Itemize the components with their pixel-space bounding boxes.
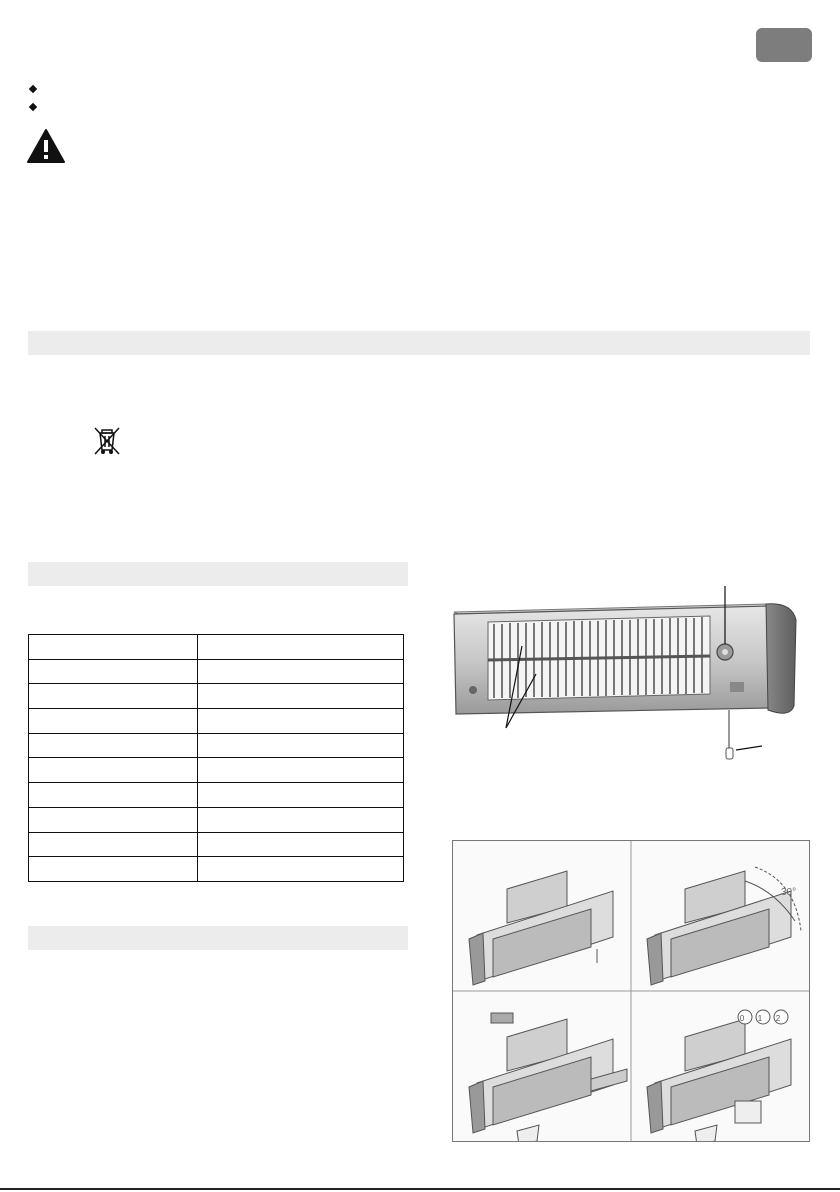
table-cell xyxy=(198,684,404,709)
table-row xyxy=(29,807,404,832)
installation-diagram xyxy=(452,840,810,1142)
table-cell xyxy=(198,635,404,660)
language-tab xyxy=(756,28,812,62)
table-row xyxy=(29,659,404,684)
table-cell xyxy=(29,733,198,758)
table-cell xyxy=(198,857,404,882)
table-cell xyxy=(29,635,198,660)
table-row xyxy=(29,857,404,882)
table-row xyxy=(29,832,404,857)
crossed-bin-icon xyxy=(92,424,122,456)
table-cell xyxy=(29,758,198,783)
table-cell xyxy=(198,758,404,783)
table-row xyxy=(29,783,404,808)
table-cell xyxy=(29,684,198,709)
table-row xyxy=(29,684,404,709)
warning-triangle-icon xyxy=(26,128,66,164)
table-cell xyxy=(198,659,404,684)
table-cell xyxy=(198,783,404,808)
table-cell xyxy=(29,659,198,684)
heater-illustration xyxy=(440,586,800,782)
section-header-band xyxy=(28,926,408,950)
table-cell xyxy=(29,807,198,832)
bullet-marker xyxy=(29,85,37,93)
table-cell xyxy=(29,857,198,882)
table-cell xyxy=(29,709,198,734)
bullet-marker xyxy=(29,103,37,111)
page-bottom-rule xyxy=(0,1188,840,1190)
heater-angle-label: 30° xyxy=(781,887,797,898)
table-row xyxy=(29,758,404,783)
table-row xyxy=(29,733,404,758)
table-cell xyxy=(29,783,198,808)
table-cell xyxy=(198,807,404,832)
installation-diagram-drawing xyxy=(453,841,809,1141)
knob-position-label: 1 xyxy=(757,1014,763,1023)
table-cell xyxy=(29,832,198,857)
table-cell xyxy=(198,832,404,857)
specification-table xyxy=(28,634,404,882)
knob-position-label: 0 xyxy=(739,1014,745,1023)
table-row xyxy=(29,635,404,660)
table-cell xyxy=(198,733,404,758)
table-cell xyxy=(198,709,404,734)
section-header-band xyxy=(28,562,408,586)
table-row xyxy=(29,709,404,734)
knob-position-label: 2 xyxy=(775,1014,781,1023)
section-header-band xyxy=(28,331,810,355)
